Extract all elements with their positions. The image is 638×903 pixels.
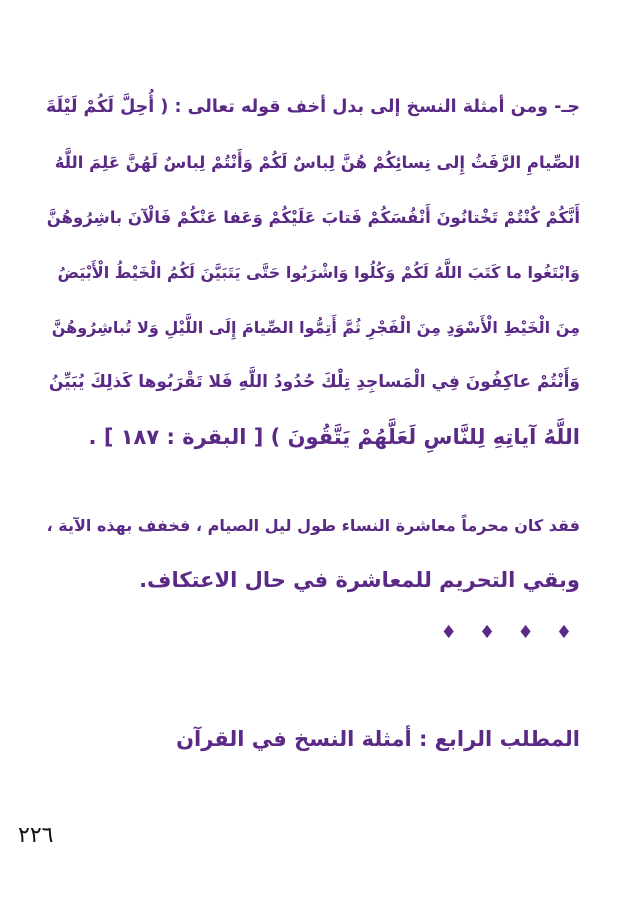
explanation-paragraph <box>44 498 580 608</box>
verse-line: مِنَ الْخَيْطِ الْأَسْوَدِ مِنَ الْفَجْرِ ثُمَّ أَتِمُّوا الصِّيامَ إِلَى اللَّيْلِ وَلا تُباشِرُوهُنَّ <box>51 318 580 337</box>
verse-line: اللَّهُ آياتِهِ لِلنَّاسِ لَعَلَّهُمْ يَتَّقُونَ ) [ البقرة : ١٨٧ ] . <box>88 425 580 449</box>
verse-line: وَأَنْتُمْ عاكِفُونَ فِي الْمَساجِدِ تِلْكَ حُدُودُ اللَّهِ فَلا تَقْرَبُوها كَذلِكَ يُبَيِّنُ <box>48 372 580 392</box>
page-number: ٢٢٦ <box>18 823 54 848</box>
verse-passage <box>44 80 580 465</box>
explanation-line: وبقي التحريم للمعاشرة في حال الاعتكاف. <box>139 568 580 592</box>
verse-line: جـ- ومن أمثلة النسخ إلى بدل أخف قوله تعالى : ( أُحِلَّ لَكُمْ لَيْلَةَ <box>45 97 580 117</box>
explanation-line: فقد كان محرماً معاشرة النساء طول ليل الصيام ، فخفف بهذه الآية ، <box>46 516 580 535</box>
verse-line: وَابْتَغُوا ما كَتَبَ اللَّهُ لَكُمْ وَكُلُوا وَاشْرَبُوا حَتَّى يَتَبَيَّنَ لَكُمُ الْخَيْطُ الْأَبْيَضُ <box>57 263 580 282</box>
verse-line: أَنَّكُمْ كُنْتُمْ تَخْتانُونَ أَنْفُسَكُمْ فَتابَ عَلَيْكُمْ وَعَفا عَنْكُمْ فَالْآنَ باشِرُوهُنَّ <box>46 208 580 227</box>
section-separator: ♦ ♦ ♦ ♦ <box>440 622 580 643</box>
section-heading: المطلب الرابع : أمثلة النسخ في القرآن <box>176 727 580 751</box>
verse-line: الصِّيامِ الرَّفَثُ إِلى نِسائِكُمْ هُنَّ لِباسٌ لَكُمْ وَأَنْتُمْ لِباسٌ لَهُنَّ عَلِمَ اللَّهُ <box>54 153 580 172</box>
